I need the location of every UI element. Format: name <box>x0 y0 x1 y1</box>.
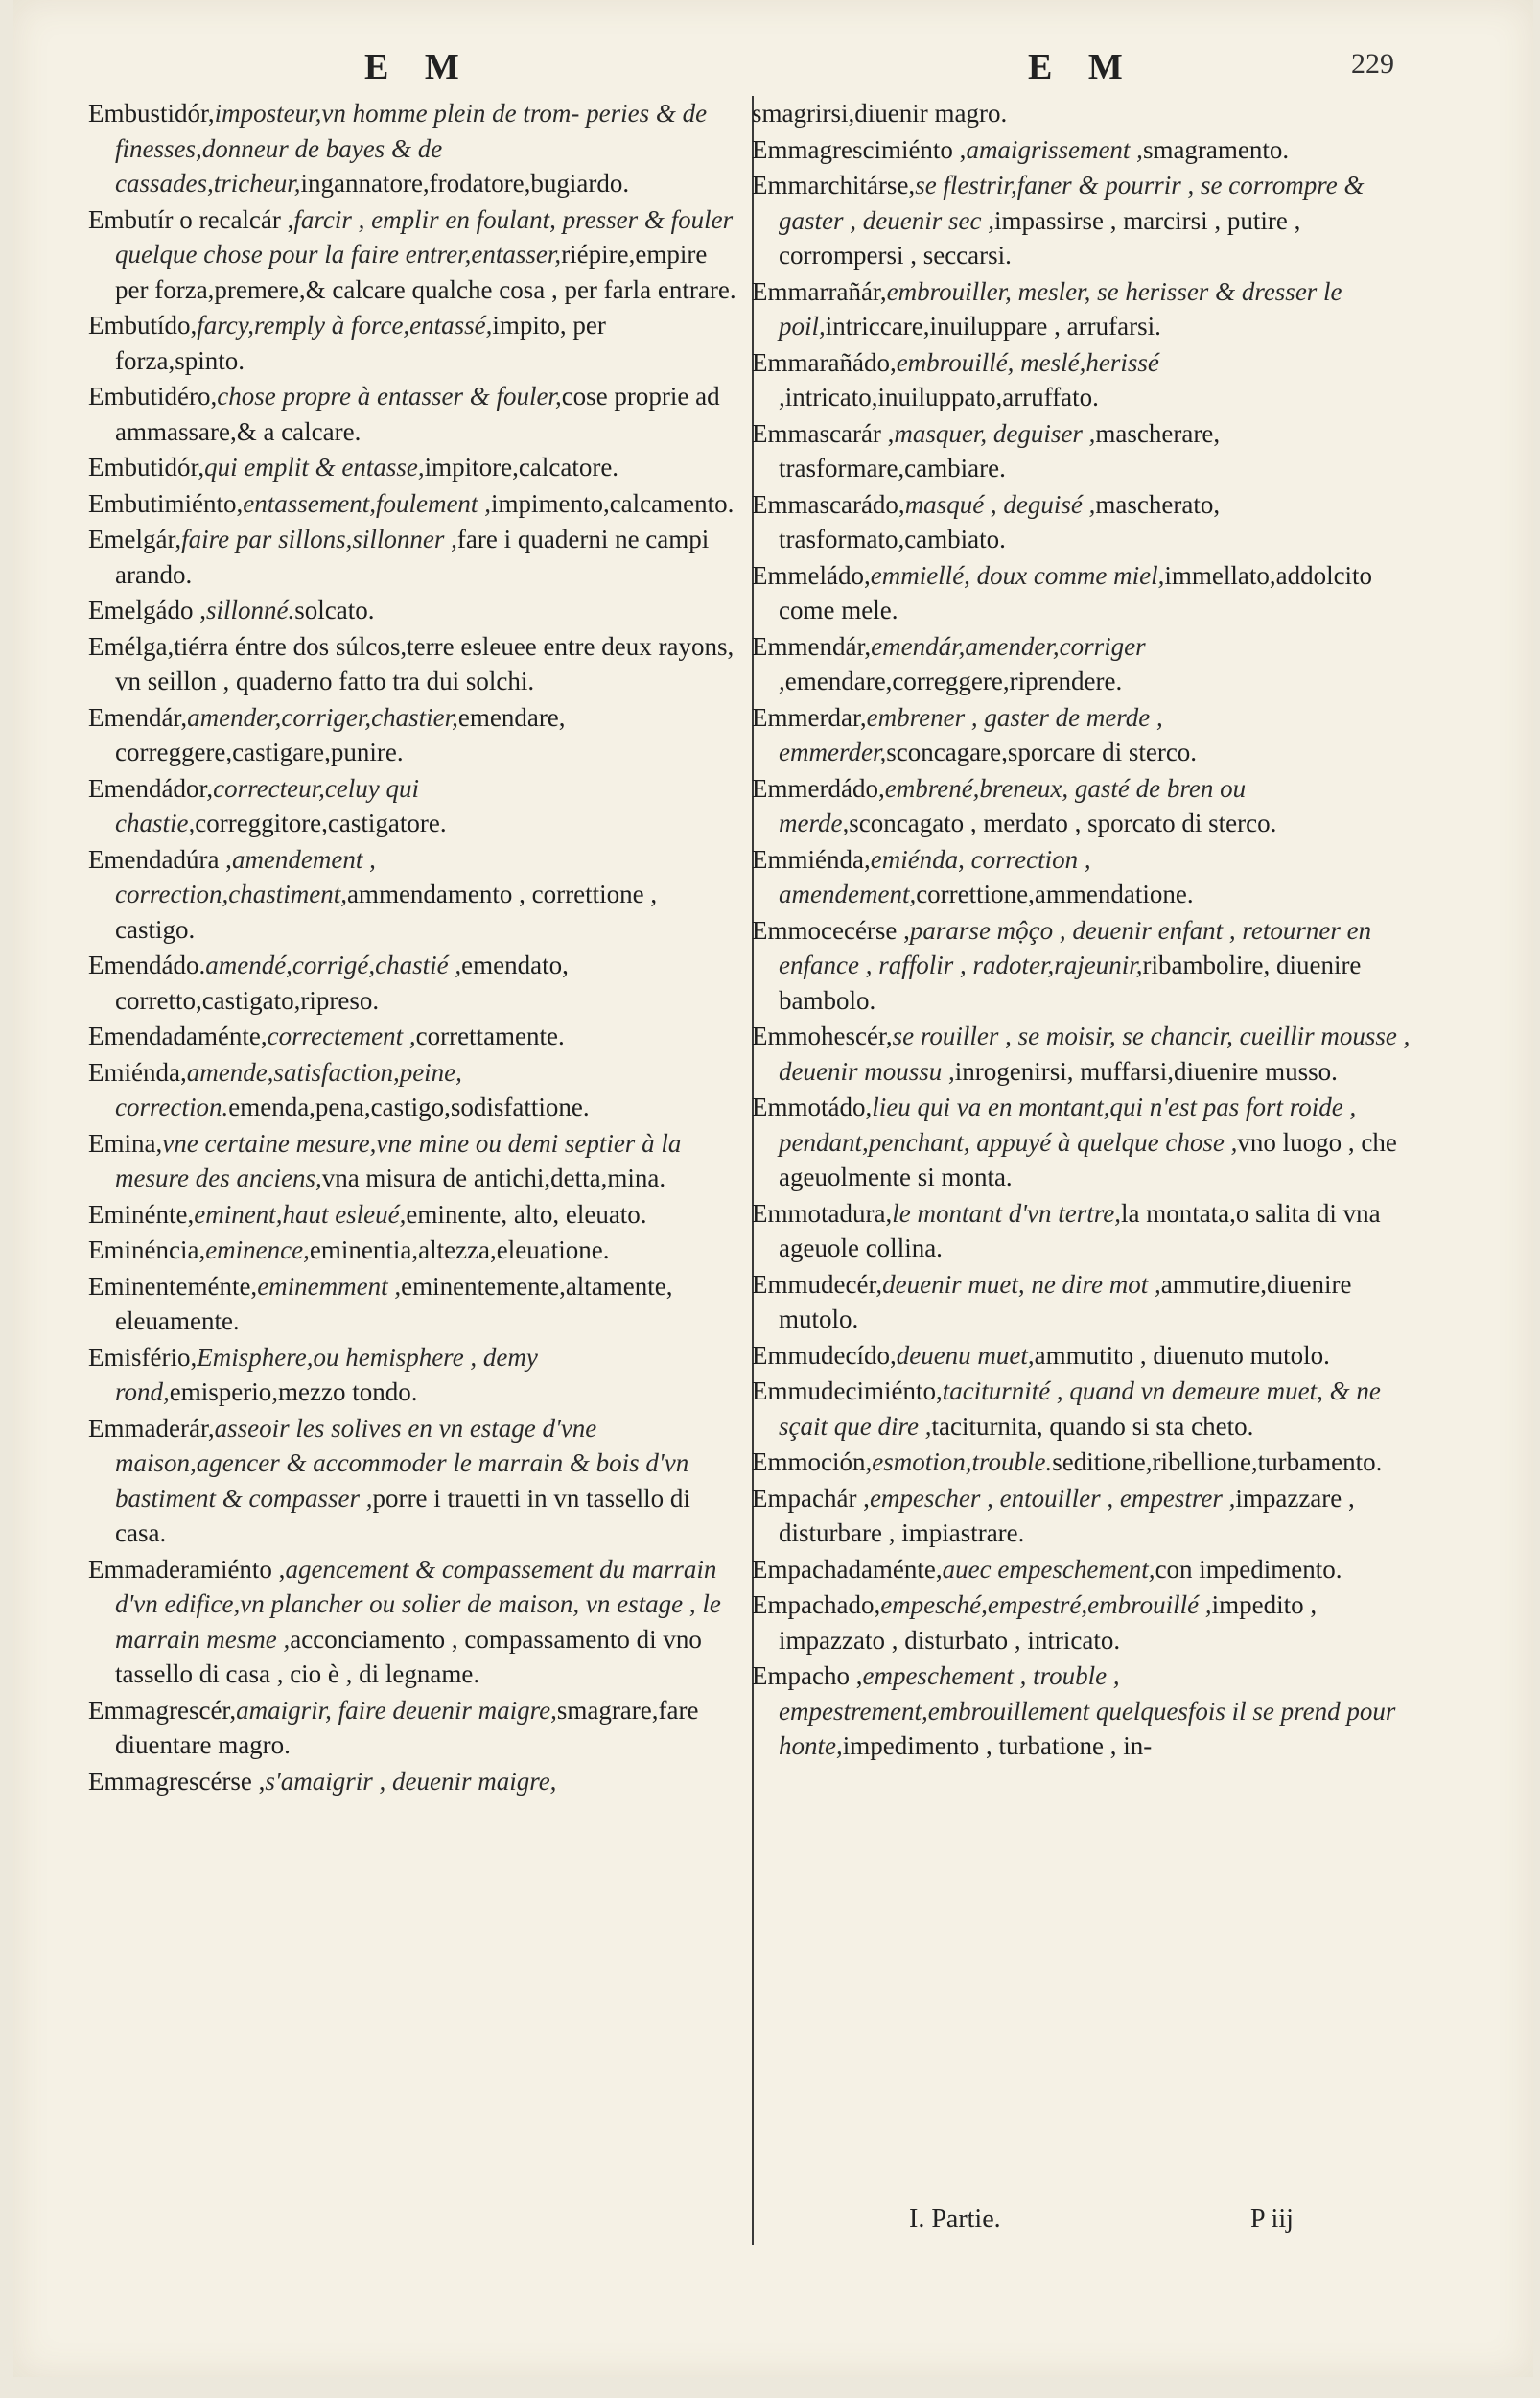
french-gloss: Emisphere,ou hemisphere , demy rond, <box>115 1342 538 1406</box>
dictionary-entry <box>752 1552 1423 1587</box>
french-gloss: qui emplit & entasse, <box>204 453 425 482</box>
italian-gloss: impito, per forza,spinto. <box>115 311 606 375</box>
headword: Emmotádo, <box>752 1093 873 1121</box>
italian-gloss: cose proprie ad ammassare,& a calcare. <box>115 382 720 446</box>
headword: Eminénte, <box>88 1199 195 1229</box>
french-gloss: entassement,foulement , <box>243 488 491 518</box>
dictionary-entry <box>752 1196 1423 1266</box>
french-gloss: se flestrir,faner & pourrir , se corrompre & gaster , deuenir sec , <box>779 171 1365 235</box>
italian-gloss: ingannatore,frodatore,bugiardo. <box>300 169 630 198</box>
italian-gloss: correggitore,castigatore. <box>195 809 447 837</box>
italian-gloss: tiérra éntre dos súlcos,terre esleuee entre deux rayons, vn seillon , quaderno fatto tra dui solchi. <box>115 631 735 695</box>
french-gloss: le montant d'vn tertre, <box>892 1198 1121 1228</box>
italian-gloss: taciturnita, quando si sta cheto. <box>931 1411 1254 1441</box>
dictionary-entry <box>752 558 1423 628</box>
headword: Emmarchitárse, <box>752 171 916 200</box>
dictionary-entry <box>752 1658 1423 1764</box>
left-column <box>88 96 740 1799</box>
headword: Empachadaménte, <box>752 1554 943 1584</box>
french-gloss: eminemment , <box>257 1271 402 1301</box>
dictionary-entry <box>752 1019 1423 1089</box>
dictionary-entry <box>88 202 740 308</box>
italian-gloss: acconciamento , compassamento di vno tassello di casa , cio è , di legname. <box>115 1624 702 1688</box>
dictionary-entry <box>88 1019 740 1054</box>
french-gloss: masqué , deguisé , <box>904 489 1096 519</box>
headword: Eminéncia, <box>88 1235 206 1264</box>
dictionary-entry <box>88 308 740 378</box>
italian-gloss: inrogenirsi, muffarsi,diuenire musso. <box>954 1056 1338 1086</box>
italian-gloss: impedito , impazzato , disturbato , intricato. <box>779 1590 1318 1655</box>
dictionary-entry <box>88 593 740 628</box>
italian-gloss: con impedimento. <box>1155 1554 1342 1584</box>
french-gloss: vne certaine mesure,vne mine ou demi septier à la mesure des anciens, <box>115 1128 682 1192</box>
signature-part: I. Partie. <box>909 2204 1001 2234</box>
italian-gloss: vna misura de antichi,detta,mina. <box>321 1164 666 1192</box>
headword: Empachár , <box>752 1483 870 1513</box>
italian-gloss: immellato,addolcito come mele. <box>779 560 1373 624</box>
dictionary-entry <box>88 1126 740 1196</box>
french-gloss: lieu qui va en montant,qui n'est pas fort roide , pendant,penchant, appuyé à quelque chose , <box>779 1093 1357 1157</box>
headword: Emelgár, <box>88 525 182 553</box>
headword: Emmagrescér, <box>88 1695 237 1725</box>
french-gloss: amende,satisfaction,peine, correction. <box>115 1057 462 1121</box>
french-gloss: amendé,corrigé,chastié , <box>205 951 462 979</box>
italian-gloss: solcato. <box>294 596 375 624</box>
italian-gloss: intricato,inuiluppato,arruffato. <box>784 383 1099 411</box>
headword: Emendadaménte, <box>88 1022 268 1050</box>
italian-gloss: ammendamento , correttione , castigo. <box>115 880 658 944</box>
dictionary-entry <box>88 96 740 201</box>
french-gloss: farcir , emplir en foulant, presser & fouler quelque chose pour la faire entrer,entasser, <box>115 204 734 269</box>
italian-gloss: smagramento. <box>1142 134 1290 164</box>
italian-gloss: ammutito , diuenuto mutolo. <box>1034 1340 1330 1370</box>
dictionary-entry <box>88 1197 740 1233</box>
french-gloss: amaigrissement , <box>966 134 1143 164</box>
headword: Emendár, <box>88 702 188 732</box>
italian-gloss: eminente, alto, eleuato. <box>406 1199 647 1229</box>
headword: Emmudecimiénto, <box>752 1376 943 1405</box>
dictionary-entry <box>88 629 740 699</box>
italian-gloss: vno luogo , che ageuolmente si monta. <box>779 1127 1397 1191</box>
headword: Embutidór, <box>88 453 205 482</box>
italian-gloss: smagrirsi,diuenir magro. <box>752 99 1008 128</box>
french-gloss: farcy,remply à force,entassé, <box>197 311 493 340</box>
italian-gloss: impazzare , disturbare , impiastrare. <box>779 1483 1355 1547</box>
italian-gloss: correttamente. <box>415 1022 565 1050</box>
headword: Emmerdar, <box>752 702 867 732</box>
headword: Emélga, <box>88 631 175 661</box>
headword: Embutimiénto, <box>88 488 244 518</box>
headword: Emmohescér, <box>752 1022 893 1050</box>
dictionary-entry <box>752 1481 1423 1551</box>
dictionary-entry <box>752 1587 1423 1657</box>
headword: Emmaderár, <box>88 1413 215 1443</box>
french-gloss: deuenu muet, <box>896 1340 1035 1370</box>
dictionary-entry <box>88 379 740 449</box>
italian-gloss: eminentia,altezza,eleuatione. <box>309 1235 610 1264</box>
italian-gloss: emendare,correggere,riprendere. <box>784 667 1123 695</box>
italian-gloss: emisperio,mezzo tondo. <box>169 1377 418 1406</box>
french-gloss: s'amaigrir , deuenir maigre, <box>265 1766 557 1796</box>
headword: Empachado, <box>752 1590 881 1619</box>
dictionary-entry <box>752 274 1423 344</box>
page-footer <box>13 2204 1533 2243</box>
italian-gloss: mascherato, trasformato,cambiato. <box>779 489 1221 553</box>
french-gloss: asseoir les solives en vn estage d'vne maison,agencer & accommoder le marrain & bois d'vn bastiment & compasser , <box>115 1413 689 1513</box>
dictionary-entry <box>88 842 740 948</box>
italian-gloss: la montata,o salita di vna ageuole collina. <box>779 1198 1381 1262</box>
italian-gloss: impedimento , turbatione , in- <box>842 1731 1153 1760</box>
french-gloss: deuenir muet, ne dire mot , <box>882 1269 1161 1299</box>
headword: Emmoción, <box>752 1447 873 1476</box>
headword: Eminenteménte, <box>88 1271 258 1301</box>
running-head-right: E M <box>1028 47 1136 87</box>
dictionary-entry <box>752 842 1423 912</box>
italian-gloss: riépire,empire per forza,premere,& calcare qualche cosa , per farla entrare. <box>115 240 736 304</box>
dictionary-entry <box>752 416 1423 486</box>
dictionary-entry <box>752 913 1423 1019</box>
french-gloss: embrené,breneux, gasté de bren ou merde, <box>779 773 1247 837</box>
french-gloss: empesché,empestré,embrouillé , <box>880 1590 1212 1619</box>
headword: Emmiénda, <box>752 844 871 874</box>
french-gloss: agencement & compassement du marrain d'vn edifice,vn plancher ou solier de maison, vn estage , le marrain mesme , <box>115 1554 721 1654</box>
headword: Emmagrescérse , <box>88 1766 266 1796</box>
headword: Embustidór, <box>88 99 215 128</box>
signature-mark: P iij <box>1250 2204 1294 2234</box>
french-gloss: pararse mộço , deuenir enfant , retourner en enfance , raffolir , radoter,rajeunir, <box>779 915 1372 979</box>
headword: Emmudecído, <box>752 1340 897 1370</box>
french-gloss: masquer, deguiser , <box>894 418 1096 448</box>
french-gloss: amendement , correction,chastiment, <box>115 844 376 908</box>
dictionary-entry <box>752 771 1423 841</box>
headword: Embutír o recalcár , <box>88 204 294 234</box>
page-number: 229 <box>1351 48 1394 80</box>
dictionary-entry <box>752 629 1423 699</box>
italian-gloss: impassirse , marcirsi , putire , corrompersi , seccarsi. <box>779 205 1301 270</box>
italian-gloss: seditione,ribellione,turbamento. <box>1052 1447 1383 1476</box>
headword: Emmocecérse , <box>752 915 910 945</box>
italian-gloss: smagrare,fare diuentare magro. <box>115 1695 699 1759</box>
headword: Embutidéro, <box>88 382 218 411</box>
dictionary-entry <box>88 771 740 841</box>
french-gloss: emendár,amender,corriger , <box>779 631 1146 695</box>
french-gloss: empeschement , trouble , empestrement,embrouillement quelquesfois il se prend pour honte, <box>779 1661 1396 1760</box>
headword: Empacho , <box>752 1661 863 1690</box>
dictionary-entry <box>88 1764 740 1799</box>
italian-gloss: ribambolire, diuenire bambolo. <box>779 951 1362 1015</box>
headword: Emmarañádo, <box>752 347 897 377</box>
dictionary-entry <box>88 1233 740 1268</box>
french-gloss: chose propre à entasser & fouler, <box>217 382 562 411</box>
french-gloss: emmiellé, doux comme miel, <box>870 560 1165 590</box>
italian-gloss: fare i quaderni ne campi arando. <box>115 525 710 589</box>
dictionary-page <box>13 0 1533 2377</box>
headword: Emina, <box>88 1128 163 1158</box>
dictionary-entry <box>752 1090 1423 1195</box>
dictionary-entry <box>752 1338 1423 1374</box>
headword: Emmascarár , <box>752 418 895 448</box>
dictionary-entry <box>88 1269 740 1339</box>
french-gloss: correcteur,celuy qui chastie, <box>115 773 420 837</box>
italian-gloss: eminentemente,altamente, eleuamente. <box>115 1271 673 1335</box>
french-gloss: esmotion,trouble. <box>872 1447 1053 1476</box>
italian-gloss: correttione,ammendatione. <box>916 880 1194 908</box>
headword: Embutído, <box>88 311 198 340</box>
headword: Emisfério, <box>88 1342 198 1372</box>
italian-gloss: sconcagato , merdato , sporcato di sterco. <box>849 809 1277 837</box>
italian-gloss: emendare, correggere,castigare,punire. <box>115 702 566 766</box>
headword: Emmascarádo, <box>752 489 905 519</box>
headword: Emmudecér, <box>752 1269 883 1299</box>
dictionary-entry <box>88 1693 740 1763</box>
french-gloss: imposteur,vn homme plein de trom- peries & de finesses,donneur de bayes & de cassades,tricheur, <box>115 99 708 198</box>
dictionary-entry <box>88 1411 740 1551</box>
right-column <box>752 96 1423 1765</box>
french-gloss: emiénda, correction , amendement, <box>779 844 1091 908</box>
dictionary-entry <box>752 345 1423 415</box>
french-gloss: embrouillé, meslé,herissé , <box>779 347 1159 411</box>
italian-gloss: porre i trauetti in vn tassello di casa. <box>115 1483 690 1547</box>
french-gloss: amender,corriger,chastier, <box>187 702 458 732</box>
french-gloss: auec empeschement, <box>942 1554 1155 1584</box>
dictionary-entry <box>88 700 740 770</box>
french-gloss: eminent,haut esleué, <box>194 1199 407 1229</box>
italian-gloss: impimento,calcamento. <box>490 488 735 518</box>
dictionary-entry <box>88 522 740 592</box>
headword: Emiénda, <box>88 1057 187 1087</box>
headword: Emmaderamiénto , <box>88 1554 286 1584</box>
page-header <box>13 36 1533 94</box>
headword: Emmagrescimiénto , <box>752 134 967 164</box>
headword: Emmeládo, <box>752 560 871 590</box>
running-head-left: E M <box>364 47 473 87</box>
dictionary-entry <box>88 1055 740 1125</box>
italian-gloss: mascherare, trasformare,cambiare. <box>779 418 1221 482</box>
dictionary-entry <box>752 1267 1423 1337</box>
italian-gloss: intriccare,inuiluppare , arrufarsi. <box>825 312 1161 341</box>
dictionary-entry <box>88 450 740 485</box>
dictionary-entry <box>88 486 740 522</box>
dictionary-entry <box>752 132 1423 168</box>
dictionary-entry <box>752 487 1423 557</box>
headword: Emmerdádo, <box>752 773 885 803</box>
french-gloss: se rouiller , se moisir, se chancir, cueillir mousse , deuenir moussu , <box>779 1022 1411 1086</box>
headword: Emendádo. <box>88 951 206 979</box>
french-gloss: taciturnité , quand vn demeure muet, & ne sçait que dire , <box>779 1376 1381 1441</box>
dictionary-entry <box>752 96 1423 131</box>
italian-gloss: ammutire,diuenire mutolo. <box>779 1269 1352 1333</box>
italian-gloss: sconcagare,sporcare di sterco. <box>886 738 1198 766</box>
french-gloss: amaigrir, faire deuenir maigre, <box>236 1695 557 1725</box>
dictionary-entry <box>88 1340 740 1410</box>
french-gloss: faire par sillons,sillonner , <box>181 525 457 553</box>
french-gloss: embrouiller, mesler, se herisser & dresser le poil, <box>779 276 1342 341</box>
italian-gloss: emenda,pena,castigo,sodisfattione. <box>228 1093 590 1121</box>
headword: Emmotadura, <box>752 1198 893 1228</box>
italian-gloss: emendato, corretto,castigato,ripreso. <box>115 951 569 1015</box>
dictionary-entry <box>88 948 740 1018</box>
dictionary-entry <box>752 700 1423 770</box>
french-gloss: correctement , <box>267 1022 416 1050</box>
headword: Emmarrañár, <box>752 276 887 306</box>
italian-gloss: impitore,calcatore. <box>424 453 619 482</box>
headword: Emendadúra , <box>88 844 232 874</box>
french-gloss: sillonné. <box>205 596 295 624</box>
french-gloss: empescher , entouiller , empestrer , <box>869 1483 1236 1513</box>
french-gloss: embrener , gaster de merde , emmerder, <box>779 702 1163 766</box>
headword: Emendádor, <box>88 773 214 803</box>
dictionary-entry <box>752 1374 1423 1444</box>
dictionary-entry <box>752 1445 1423 1480</box>
dictionary-entry <box>88 1552 740 1692</box>
french-gloss: eminence, <box>205 1235 310 1264</box>
headword: Emelgádo , <box>88 596 206 624</box>
dictionary-entry <box>752 168 1423 273</box>
headword: Emmendár, <box>752 631 872 661</box>
